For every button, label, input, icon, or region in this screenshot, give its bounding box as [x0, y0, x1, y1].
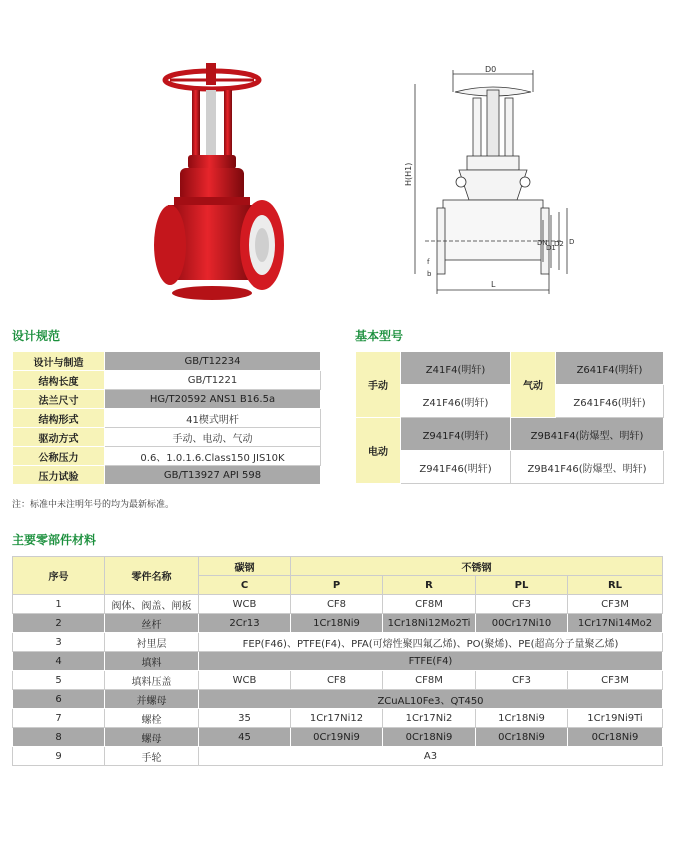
cell-part: 螺母	[105, 728, 199, 747]
spec-label: 驱动方式	[13, 428, 105, 447]
cell-value: CF3M	[568, 595, 663, 614]
basic-models-table	[355, 351, 664, 484]
materials-title: 主要零部件材料	[12, 533, 97, 547]
table-row	[13, 690, 663, 709]
basic-models-title: 基本型号	[355, 329, 404, 343]
cell-no: 3	[13, 633, 105, 652]
cell-value: 1Cr19Ni9Ti	[568, 709, 663, 728]
cell-value: 0Cr18Ni9	[568, 728, 663, 747]
cell-value: 1Cr18Ni9	[291, 614, 383, 633]
label-h: H(H1)	[404, 162, 413, 186]
model-cell: Z9B41F46(防爆型、明轩)	[511, 451, 664, 484]
spec-label: 设计与制造	[13, 352, 105, 371]
label-d1: D1	[546, 244, 556, 252]
table-row	[356, 385, 664, 418]
table-row	[356, 418, 664, 451]
cell-part: 丝杆	[105, 614, 199, 633]
spec-label: 压力试验	[13, 466, 105, 485]
header-carbon: 碳钢	[199, 557, 291, 576]
table-row	[13, 652, 663, 671]
cell-no: 5	[13, 671, 105, 690]
cell-value: A3	[199, 747, 663, 766]
spec-value: 0.6、1.0.1.6.Class150 JIS10K	[105, 447, 321, 466]
spec-value: 手动、电动、气动	[105, 428, 321, 447]
label-f: f	[427, 258, 430, 266]
design-spec-title: 设计规范	[12, 329, 61, 343]
cell-value: WCB	[199, 595, 291, 614]
cell-part: 螺栓	[105, 709, 199, 728]
header-code: P	[291, 576, 383, 595]
cell-no: 1	[13, 595, 105, 614]
table-row	[13, 747, 663, 766]
cell-no: 9	[13, 747, 105, 766]
table-row	[13, 447, 321, 466]
header-code: R	[383, 576, 476, 595]
spec-value: GB/T13927 API 598	[105, 466, 321, 485]
cell-no: 8	[13, 728, 105, 747]
spec-value: HG/T20592 ANS1 B16.5a	[105, 390, 321, 409]
cell-no: 7	[13, 709, 105, 728]
cell-no: 2	[13, 614, 105, 633]
cell-part: 填料压盖	[105, 671, 199, 690]
table-row	[13, 466, 321, 485]
header-stainless: 不锈钢	[291, 557, 663, 576]
cell-part: 填料	[105, 652, 199, 671]
spec-value: 41楔式明杆	[105, 409, 321, 428]
spec-note: 注：标准中未注明年号的均为最新标准。	[12, 500, 175, 510]
spec-label: 法兰尺寸	[13, 390, 105, 409]
spec-label: 结构形式	[13, 409, 105, 428]
spec-label: 结构长度	[13, 371, 105, 390]
cell-value: CF3	[476, 671, 568, 690]
cell-value: CF3M	[568, 671, 663, 690]
table-row	[13, 352, 321, 371]
cell-value: 0Cr18Ni9	[476, 728, 568, 747]
model-cell: Z641F46(明轩)	[556, 385, 664, 418]
cell-no: 4	[13, 652, 105, 671]
cell-value: CF8	[291, 595, 383, 614]
label-d2: D2	[554, 240, 564, 248]
header-code: PL	[476, 576, 568, 595]
cell-value: 45	[199, 728, 291, 747]
cell-value: WCB	[199, 671, 291, 690]
table-row	[13, 390, 321, 409]
label-dn: DN	[537, 239, 548, 247]
table-row	[13, 709, 663, 728]
table-row	[356, 352, 664, 385]
spec-value: GB/T12234	[105, 352, 321, 371]
cell-part: 手轮	[105, 747, 199, 766]
model-cell: Z941F4(明轩)	[401, 418, 511, 451]
cell-value: 1Cr17Ni2	[383, 709, 476, 728]
cell-value: 2Cr13	[199, 614, 291, 633]
model-cell: Z41F46(明轩)	[401, 385, 511, 418]
cell-value: 1Cr18Ni12Mo2Ti	[383, 614, 476, 633]
cell-part: 并螺母	[105, 690, 199, 709]
cell-value: CF8M	[383, 595, 476, 614]
cell-value: 0Cr19Ni9	[291, 728, 383, 747]
header-no: 序号	[13, 557, 105, 595]
table-row	[13, 409, 321, 428]
cell-value: 1Cr17Ni12	[291, 709, 383, 728]
cell-value: ZCuAL10Fe3、QT450	[199, 690, 663, 709]
cell-value: CF8	[291, 671, 383, 690]
cell-value: 1Cr18Ni9	[476, 709, 568, 728]
header-part: 零件名称	[105, 557, 199, 595]
model-cell: Z41F4(明轩)	[401, 352, 511, 385]
cell-value: CF3	[476, 595, 568, 614]
table-row	[13, 633, 663, 652]
table-row	[13, 671, 663, 690]
table-header-row	[13, 557, 663, 576]
spec-value: GB/T1221	[105, 371, 321, 390]
cell-value: 00Cr17Ni10	[476, 614, 568, 633]
drive-manual-label: 手动	[356, 352, 401, 418]
valve-photo	[140, 55, 290, 305]
spec-label: 公称压力	[13, 447, 105, 466]
model-cell: Z941F46(明轩)	[401, 451, 511, 484]
label-d: D	[569, 238, 575, 246]
label-b: b	[427, 270, 432, 278]
header-code: C	[199, 576, 291, 595]
drive-pneumatic-label: 气动	[511, 352, 556, 418]
cell-part: 衬里层	[105, 633, 199, 652]
cell-value: 1Cr17Ni14Mo2	[568, 614, 663, 633]
table-row	[13, 371, 321, 390]
table-row	[13, 614, 663, 633]
model-cell: Z9B41F4(防爆型、明轩)	[511, 418, 664, 451]
dimension-drawing	[405, 60, 585, 300]
table-row	[356, 451, 664, 484]
drive-electric-label: 电动	[356, 418, 401, 484]
table-row	[13, 728, 663, 747]
cell-value: FTFE(F4)	[199, 652, 663, 671]
design-spec-table	[12, 351, 321, 485]
table-row	[13, 595, 663, 614]
cell-value: CF8M	[383, 671, 476, 690]
materials-table	[12, 556, 663, 766]
cell-value: 35	[199, 709, 291, 728]
cell-value: FEP(F46)、PTFE(F4)、PFA(可熔性聚四氟乙烯)、PO(聚烯)、PE(超高分子量聚乙烯)	[199, 633, 663, 652]
label-l: L	[491, 280, 496, 289]
cell-no: 6	[13, 690, 105, 709]
header-code: RL	[568, 576, 663, 595]
cell-value: 0Cr18Ni9	[383, 728, 476, 747]
model-cell: Z641F4(明轩)	[556, 352, 664, 385]
label-d0: D0	[485, 65, 497, 74]
cell-part: 阀体、阀盖、闸板	[105, 595, 199, 614]
table-row	[13, 428, 321, 447]
